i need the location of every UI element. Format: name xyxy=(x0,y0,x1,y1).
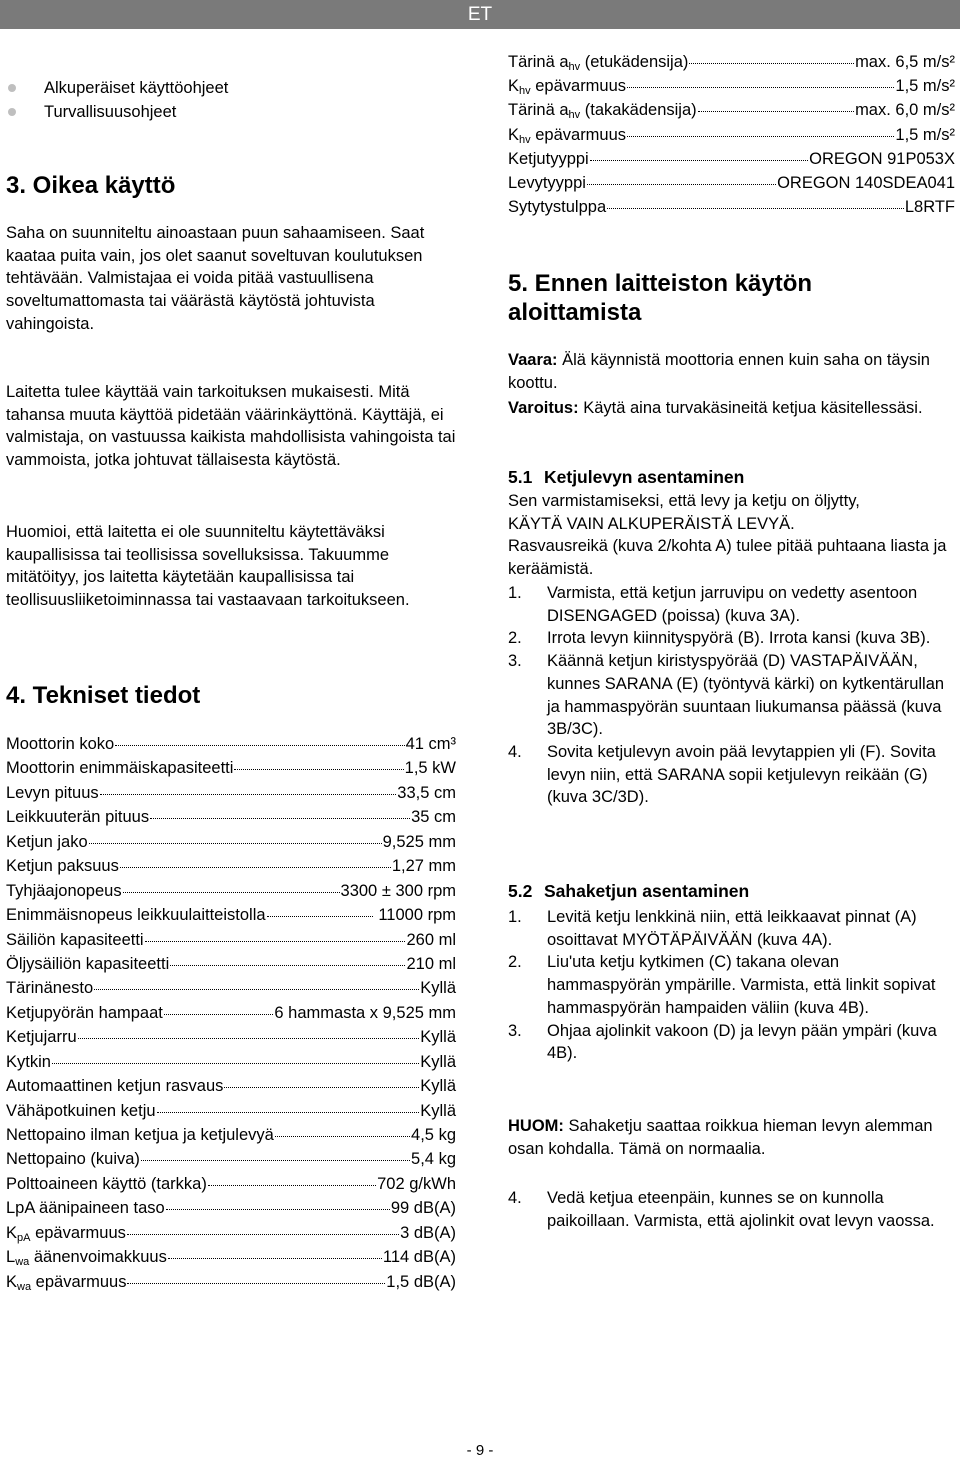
spec-row: $K_{pA}$ epävarmuus 3 dB(A) xyxy=(6,1221,456,1245)
section-5-1-steps xyxy=(508,582,955,809)
danger-warning: Vaara: Älä käynnistä moottoria ennen kuin saha on täysin koottu. xyxy=(508,351,930,392)
spec-row: Tyhjäajonopeus 3300 ± 300 rpm xyxy=(6,879,456,903)
section-4-title: 4. Tekniset tiedot xyxy=(6,682,201,709)
section-5-2-title: 5.2 Sahaketjun asentaminen xyxy=(508,881,750,901)
spec-row: Ketjun jako 9,525 mm xyxy=(6,830,456,854)
spec-row: Nettopaino (kuiva) 5,4 kg xyxy=(6,1147,456,1171)
list-item: 3. Käännä ketjun kiristyspyörää (D) VASTAPÄIVÄÄN, kunnes SARANA (E) (työntyvä kärki) on kytkentärullan ja hammaspyörän suuntaan liukumansa päässä (kuva 3B/3C). xyxy=(508,652,945,739)
section-3-title: 3. Oikea käyttö xyxy=(6,172,176,199)
list-item: 2. Liu'uta ketju kytkimen (C) takana olevan hammaspyörän ympärille. Varmista, että linkit sopivat hammaspyörän hampaiden väliin (kuva 4B). xyxy=(508,953,936,1017)
bullet-dot-icon xyxy=(8,84,16,92)
list-item: 1. Varmista, että ketjun jarruvipu on vedetty asentoon DISENGAGED (poissa) (kuva 3A). xyxy=(508,584,918,625)
spec-row: Kytkin Kyllä xyxy=(6,1050,456,1074)
section-5-title: 5. Ennen laitteiston käytön aloittamista xyxy=(508,270,813,326)
gloves-warning: Varoitus: Käytä aina turvakäsineitä ketjua käsitellessäsi. xyxy=(508,399,923,417)
section-3-paragraph-1: Saha on suunniteltu ainoastaan puun sahaamiseen. Saat kaataa puita vain, jos olet saanut soveltuvan koulutuksen tehtävään. Valmistajaa ei voida pitää vastuullisena soveltumattomasta tai väärästä käytöstä johtuvista vahingoista. xyxy=(6,224,425,333)
spec-row: LpA äänipaineen taso 99 dB(A) xyxy=(6,1196,456,1220)
bullet-item: Turvallisuusohjeet xyxy=(6,100,456,124)
spec-row: Säiliön kapasiteetti 260 ml xyxy=(6,928,456,952)
spec-row: Tärinänesto Kyllä xyxy=(6,976,456,1000)
section-5-2-steps xyxy=(508,906,955,1065)
bullet-item: Alkuperäiset käyttöohjeet xyxy=(6,76,456,100)
spec-row: Enimmäisnopeus leikkuulaitteistolla 11000 rpm xyxy=(6,903,456,927)
spec-row: Nettopaino ilman ketjua ja ketjulevyä 4,5 kg xyxy=(6,1123,456,1147)
list-item: 4. Sovita ketjulevyn avoin pää levytappien yli (F). Sovita levyn niin, että SARANA sopii ketjulevyn reikään (G) (kuva 3C/3D). xyxy=(508,742,936,807)
section-3-paragraph-3: Huomioi, että laitetta ei ole suunniteltu käytettäväksi kaupallisissa tai teollisissa sovelluksissa. Takuumme mitätöityy, jos laitetta käytetään kaupallisissa tai teollisuusliiketoiminnassa tai vastaavaan tarkoitukseen. xyxy=(6,523,410,610)
language-code: ET xyxy=(467,4,493,25)
spec-row: Öljysäiliön kapasiteetti 210 ml xyxy=(6,952,456,976)
spec-row: $K_{wa}$ epävarmuus 1,5 dB(A) xyxy=(6,1270,456,1294)
spec-row: Vähäpotkuinen ketju Kyllä xyxy=(6,1099,456,1123)
spec-row: Sytytystulppa L8RTF xyxy=(508,195,955,219)
list-item: 4. Vedä ketjua eteenpäin, kunnes se on kunnolla paikoillaan. Varmista, että ajolinkit ovat levyn vaossa. xyxy=(508,1189,935,1230)
spec-row: Automaattinen ketjun rasvaus Kyllä xyxy=(6,1074,456,1098)
tech-spec-list xyxy=(6,732,456,1294)
spec-row: $K_{hv}$ epävarmuus 1,5 m/s² xyxy=(508,74,955,98)
section-3-paragraph-2: Laitetta tulee käyttää vain tarkoituksen mukaisesti. Mitä tahansa muuta käyttöä pidetään väärinkäyttönä. Käyttäjä, ei valmistaja, on vastuussa kaikista mahdollisista vahingoista tai vammoista, jotka johtuvat tällaisesta käytöstä. xyxy=(6,383,456,470)
spec-row: Ketjujarru Kyllä xyxy=(6,1025,456,1049)
spec-row: Tärinä $a_{hv}$ (takakädensija) max. 6,0 m/s² xyxy=(508,98,955,122)
spec-row: Moottorin koko 41 cm³ xyxy=(6,732,456,756)
spec-row: Ketjupyörän hampaat 6 hammasta x 9,525 mm xyxy=(6,1001,456,1025)
page-number: - 9 - xyxy=(466,1442,494,1459)
note-paragraph: HUOM: Sahaketju saattaa roikkua hieman levyn alemman osan kohdalla. Tämä on normaalia. xyxy=(508,1117,933,1158)
section-5-2-step-4 xyxy=(508,1187,955,1232)
language-header-bar xyxy=(0,0,960,29)
list-item: 3. Ohjaa ajolinkit vakoon (D) ja levyn pään ympäri (kuva 4B). xyxy=(508,1021,937,1063)
spec-row: $L_{wa}$ äänenvoimakkuus 114 dB(A) xyxy=(6,1245,456,1269)
tech-spec-list-continued xyxy=(508,50,955,219)
spec-row: Leikkuuterän pituus 35 cm xyxy=(6,805,456,829)
spec-row: Polttoaineen käyttö (tarkka) 702 g/kWh xyxy=(6,1172,456,1196)
list-item: 2. Irrota levyn kiinnityspyörä (B). Irrota kansi (kuva 3B). xyxy=(508,629,931,648)
spec-row: Levytyyppi OREGON 140SDEA041 xyxy=(508,171,955,195)
bullet-dot-icon xyxy=(8,108,16,116)
list-item: 1. Levitä ketju lenkkinä niin, että leikkaavat pinnat (A) osoittavat MYÖTÄPÄIVÄÄN (kuva 4A). xyxy=(508,908,917,949)
bullet-list xyxy=(6,76,456,124)
section-5-1-intro: Sen varmistamiseksi, että levy ja ketju on öljytty, KÄYTÄ VAIN ALKUPERÄISTÄ LEVYÄ. Rasvausreikä (kuva 2/kohta A) tulee pitää puhtaana liasta ja keräämistä. xyxy=(508,492,947,579)
spec-row: Levyn pituus 33,5 cm xyxy=(6,781,456,805)
spec-row: $K_{hv}$ epävarmuus 1,5 m/s² xyxy=(508,123,955,147)
section-5-1-title: 5.1 Ketjulevyn asentaminen xyxy=(508,467,745,487)
spec-row: Ketjun paksuus 1,27 mm xyxy=(6,854,456,878)
spec-row: Tärinä $a_{hv}$ (etukädensija) max. 6,5 m/s² xyxy=(508,50,955,74)
spec-row: Moottorin enimmäiskapasiteetti 1,5 kW xyxy=(6,756,456,780)
spec-row: Ketjutyyppi OREGON 91P053X xyxy=(508,147,955,171)
